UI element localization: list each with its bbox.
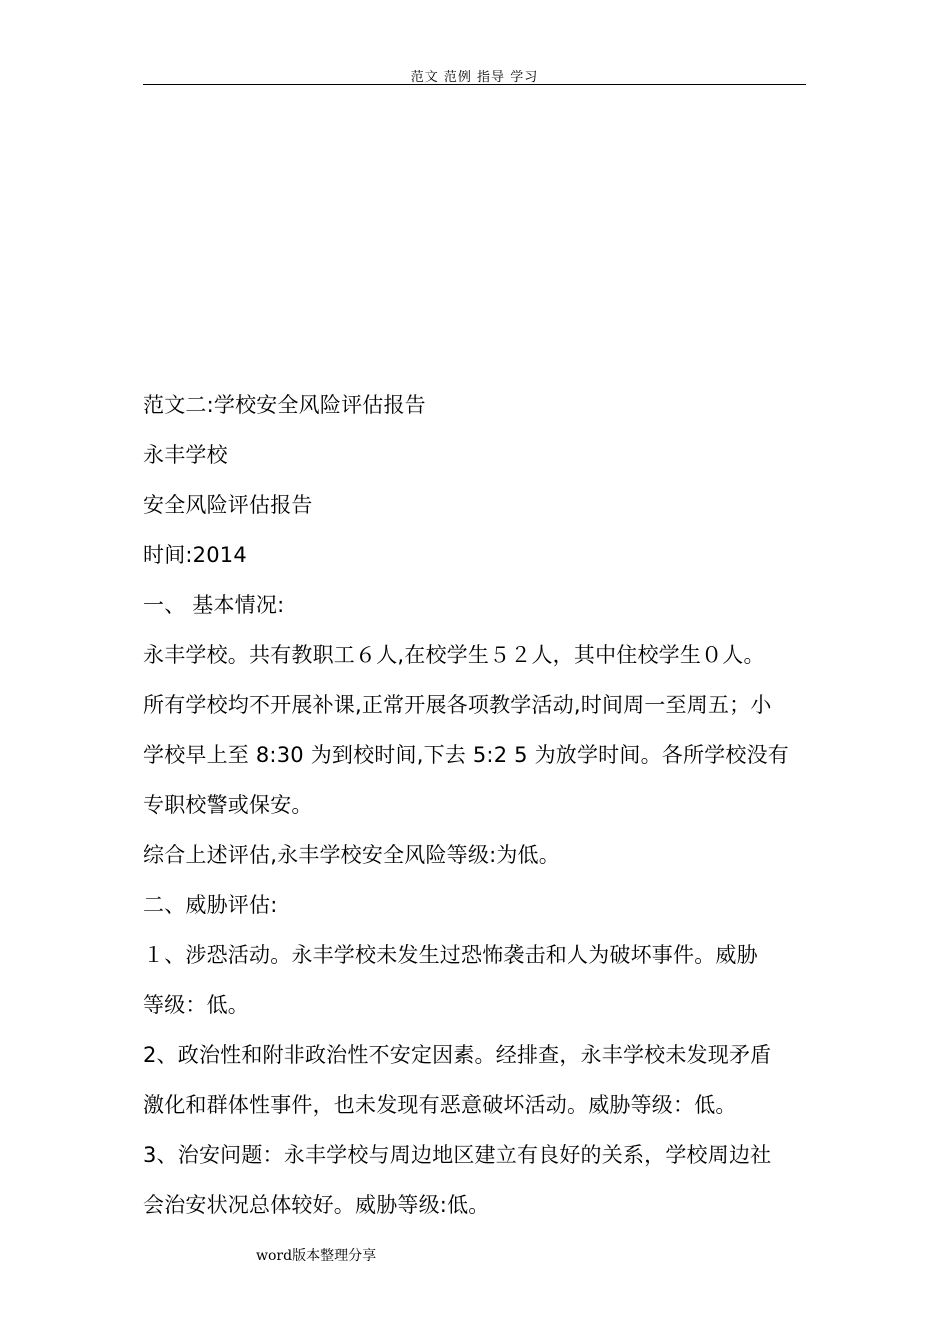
section-heading-threat: 二、威胁评估: (143, 893, 278, 917)
page-footer: word版本整理分享 (256, 1248, 377, 1264)
report-date: 时间:2014 (143, 543, 247, 567)
school-name: 永丰学校 (143, 443, 228, 467)
paragraph-line: 专职校警或保安。 (143, 793, 313, 817)
document-body (143, 380, 809, 1230)
paragraph-line: 等级：低。 (143, 993, 249, 1017)
paragraph-line: 2、政治性和附非政治性不安定因素。经排查，永丰学校未发现矛盾 (143, 1043, 772, 1067)
paragraph-line: 永丰学校。共有教职工６人,在校学生５２人，其中住校学生０人。 (143, 643, 765, 667)
section-heading-basic: 一、 基本情况: (143, 593, 285, 617)
report-title: 安全风险评估报告 (143, 493, 313, 517)
paragraph-line: 综合上述评估,永丰学校安全风险等级:为低。 (143, 843, 560, 867)
paragraph-line: 3、治安问题：永丰学校与周边地区建立有良好的关系，学校周边社 (143, 1143, 772, 1167)
document-title: 范文二:学校安全风险评估报告 (143, 393, 426, 417)
page-header (143, 64, 806, 85)
paragraph-line: 学校早上至 8:30 为到校时间,下去 5:2 5 为放学时间。各所学校没有 (143, 743, 789, 767)
paragraph-line: 激化和群体性事件，也未发现有恶意破坏活动。威胁等级：低。 (143, 1093, 737, 1117)
header-text: 范文 范例 指导 学习 (410, 70, 539, 85)
paragraph-line: １、涉恐活动。永丰学校未发生过恐怖袭击和人为破坏事件。威胁 (143, 943, 758, 967)
paragraph-line: 所有学校均不开展补课,正常开展各项教学活动,时间周一至周五；小 (143, 693, 772, 717)
paragraph-line: 会治安状况总体较好。威胁等级:低。 (143, 1193, 490, 1217)
